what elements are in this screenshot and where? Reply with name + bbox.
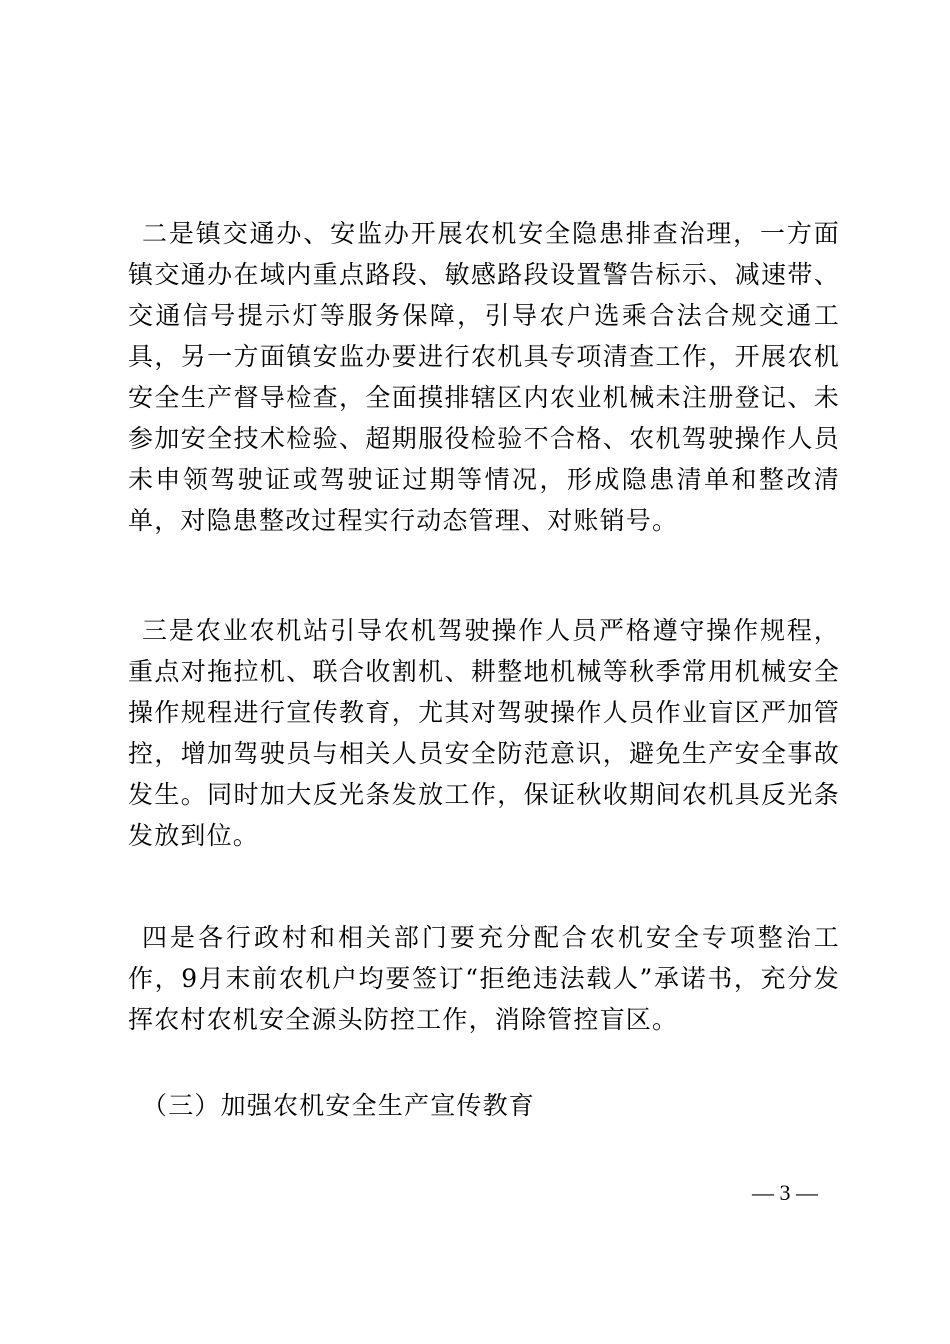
paragraph-item-four: 四是各行政村和相关部门要充分配合农机安全专项整治工作，9月末前农机户均要签订“拒绝违法载人”承诺书，充分发挥农村农机安全源头防控工作，消除管控盲区。	[128, 923, 840, 1034]
page-number: — 3 —	[752, 1180, 818, 1205]
section-subheading: （三）加强农机安全生产宣传教育	[142, 1091, 536, 1120]
paragraph-item-three: 三是农业农机站引导农机驾驶操作人员严格遵守操作规程，重点对拖拉机、联合收割机、耕整地机械等秋季常用机械安全操作规程进行宣传教育，尤其对驾驶操作人员作业盲区严加管控，增加驾驶员与相关人员安全防范意识，避免生产安全事故发生。同时加大反光条发放工作，保证秋收期间农机具反光条发放到位。	[128, 616, 840, 850]
paragraph-item-two: 二是镇交通办、安监办开展农机安全隐患排查治理，一方面镇交通办在域内重点路段、敏感路段设置警告标示、减速带、交通信号提示灯等服务保障，引导农户选乘合法合规交通工具，另一方面镇安监办要进行农机具专项清查工作，开展农机安全生产督导检查，全面摸排辖区内农业机械未注册登记、未参加安全技术检验、超期服役检验不合格、农机驾驶操作人员未申领驾驶证或驾驶证过期等情况，形成隐患清单和整改清单，对隐患整改过程实行动态管理、对账销号。	[128, 219, 840, 535]
